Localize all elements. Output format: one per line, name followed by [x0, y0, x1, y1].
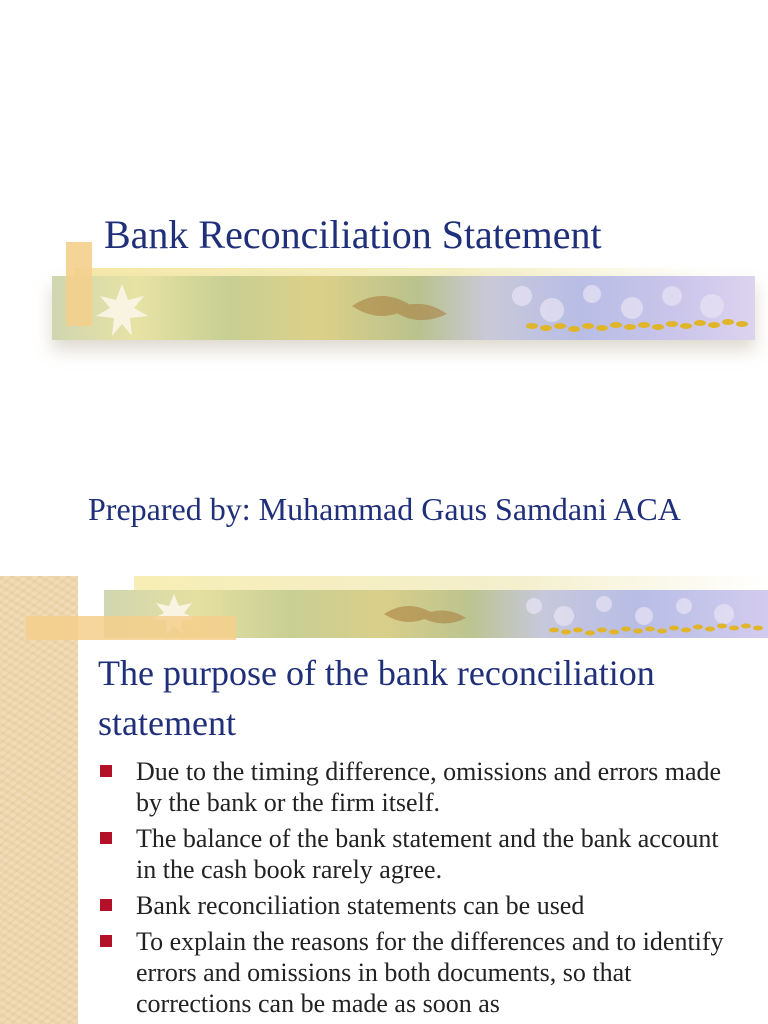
bullet-list — [98, 756, 738, 1024]
square-bullet-icon — [100, 832, 112, 844]
square-bullet-icon — [100, 935, 112, 947]
leaf-cluster-icon — [384, 606, 466, 624]
list-item — [98, 890, 738, 921]
grain-sprig-icon — [526, 319, 748, 332]
flower-cluster-icon — [526, 596, 734, 626]
list-item — [98, 926, 738, 1019]
slide-subtitle: Prepared by: Muhammad Gaus Samdani ACA — [88, 491, 681, 527]
square-bullet-icon — [100, 765, 112, 777]
banner-artwork — [52, 276, 755, 340]
bullet-text: Bank reconciliation statements can be used — [136, 891, 585, 920]
slide-title: Bank Reconciliation Statement — [104, 212, 602, 257]
bullet-text: Due to the timing difference, omissions and errors made by the bank or the firm itself. — [136, 757, 722, 817]
slide-title: The purpose of the bank reconciliation statement — [98, 653, 655, 743]
banner-accent-bar — [26, 616, 236, 640]
square-bullet-icon — [100, 899, 112, 911]
bullet-text: To explain the reasons for the differences and to identify errors and omissions in both documents, so that corrections can be made as soon as — [136, 927, 724, 1018]
flower-cluster-icon — [512, 285, 724, 322]
parchment-side-panel — [0, 576, 78, 1024]
banner-accent-bar — [66, 242, 92, 326]
decorative-leaf-banner — [52, 276, 755, 340]
content-slide — [0, 576, 768, 1024]
list-item — [98, 756, 738, 818]
list-item — [98, 823, 738, 885]
grain-sprig-icon — [549, 624, 763, 636]
leaf-cluster-icon — [352, 296, 447, 320]
maple-leaf-icon — [96, 284, 148, 336]
bullet-text: The balance of the bank statement and the bank account in the cash book rarely agree. — [136, 824, 719, 884]
